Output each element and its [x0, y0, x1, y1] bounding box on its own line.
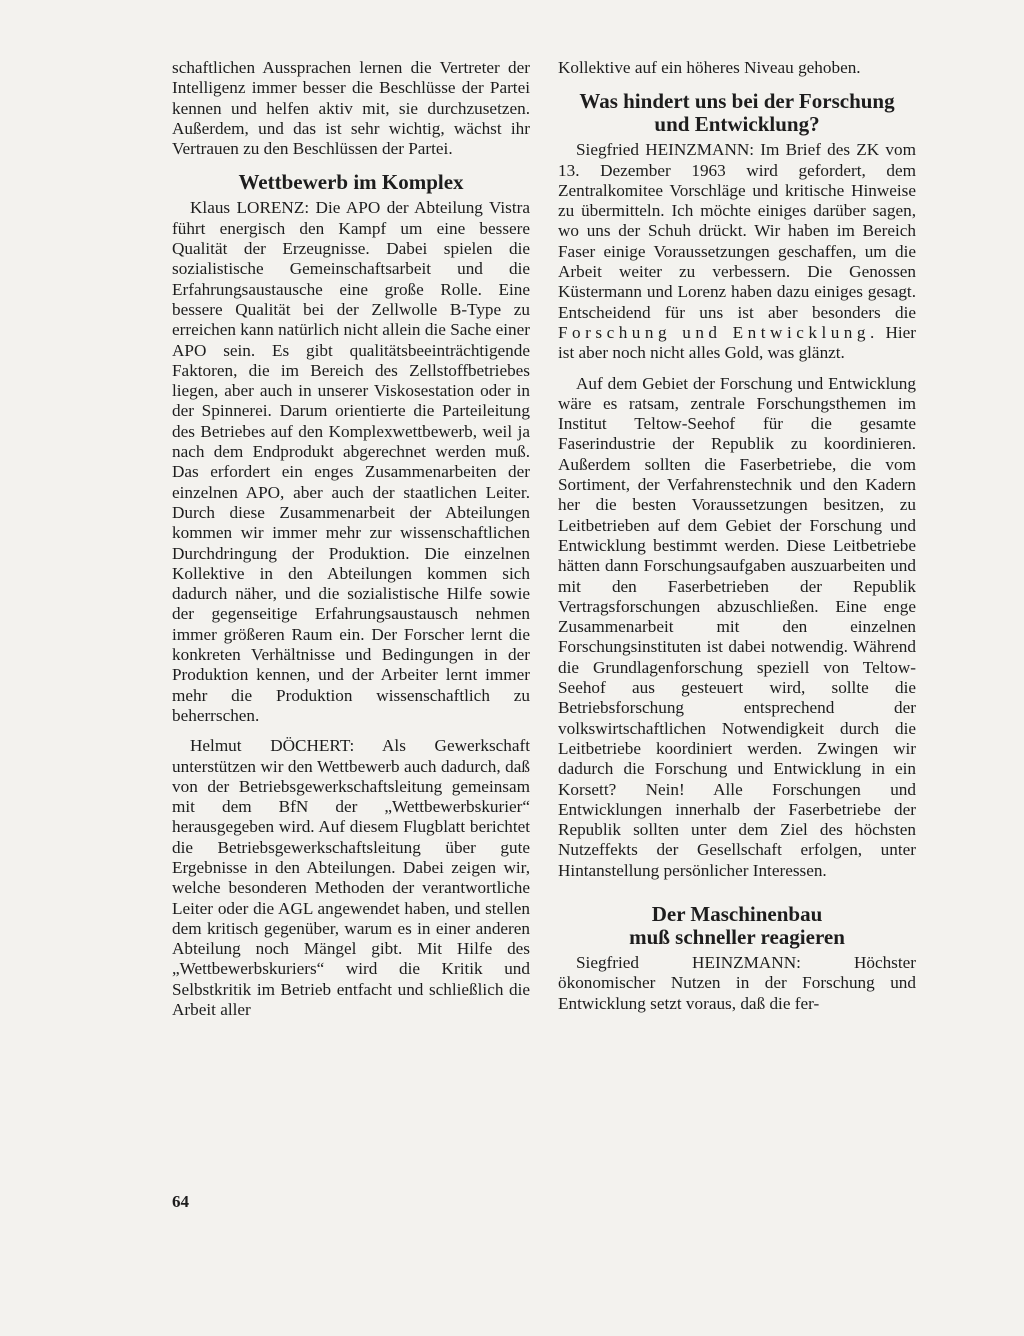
heinzmann-paragraph-1-end: Hier ist aber noch nicht alles Gold, was glänzt. — [558, 322, 916, 363]
heinzmann-paragraph-2: Siegfried HEINZMANN: Höchster ökonomischer Nutzen in der Forschung und Entwicklung setzt voraus, daß die fer- — [558, 952, 916, 1013]
forschung-paragraph-2: Auf dem Gebiet der Forschung und Entwicklung wäre es ratsam, zentrale Forschungsthemen im Institut Teltow-Seehof für die gesamte Faserindustrie der Republik zu koordinieren. Außerdem sollten die Faserbetriebe, die vom Sortiment, der Verfahrenstechnik und den Kadern her die besten Voraussetzungen besitzen, zu Leitbetrieben auf dem Gebiet der Forschung und Entwicklung bestimmt werden. Diese Leitbetriebe hätten dann Forschungsaufgaben auszuarbeiten und mit den Faserbetrieben der Republik Vertragsforschungen abzuschließen. Eine enge Zusammenarbeit mit den einzelnen Forschungsinstituten ist dabei notwendig. Während die Grundlagenforschung speziell von Teltow-Seehof aus gesteuert wird, sollte die Betriebsforschung entsprechend der volkswirtschaftlichen Notwendigkeit durch die Leitbetriebe koordiniert werden. Zwingen wir dadurch die Forschung und Entwicklung in ein Korsett? Nein! Alle Forschungen und Entwicklungen innerhalb der Faserbetriebe der Republik sollten unter dem Ziel des höchsten Nutzeffekts der Gesellschaft erfolgen, unter Hintanstellung persönlicher Interessen. — [558, 373, 916, 880]
left-intro-paragraph: schaftlichen Aussprachen lernen die Vertreter der Intelligenz immer besser die Beschlüsse der Partei kennen und helfen aktiv mit, sie durchzusetzen. Außerdem, und das ist sehr wichtig, wächst ihr Vertrauen zu den Beschlüssen der Partei. — [172, 58, 530, 159]
lorenz-paragraph: Klaus LORENZ: Die APO der Abteilung Vistra führt energisch den Kampf um eine bessere Qualität der Erzeugnisse. Dabei spielen die sozialistische Gemeinschaftsarbeit und die Erfahrungsaustausche eine große Rolle. Eine bessere Qualität bei der Zellwolle B-Type zu erreichen kann natürlich nicht allein die Sache einer APO sein. Es gibt qualitätsbeeinträchtigende Faktoren, die im Bereich des Zellstoffbetriebes liegen, aber auch in unserer Viskosestation oder in der Spinnerei. Darum orientierte die Parteileitung des Betriebes auf den Komplexwettbewerb, weil ja nach dem Endprodukt abgerechnet werden muß. Das erfordert ein enges Zusammenarbeiten der einzelnen APO, aber auch der staatlichen Leiter. Durch diese Zusammenarbeit der Abteilungen kommen wir immer mehr zur wissenschaftlichen Durchdringung der Produktion. Die einzelnen Kollektive in den Abteilungen kommen sich dadurch näher, und die sozialistische Hilfe sowie der gegenseitige Erfahrungsaustausch nehmen immer größeren Raum ein. Der Forscher lernt die konkreten Verhältnisse und Bedingungen in der Produktion kennen, und der Arbeiter lernt immer mehr die Produktion wissenschaftlich zu beherrschen. — [172, 198, 530, 725]
heading-maschinenbau-line-2: muß schneller reagieren — [629, 924, 845, 949]
heinzmann-paragraph-1-start: Siegfried HEINZMANN: Im Brief des ZK vom 13. Dezember 1963 wird gefordert, dem Zentralkomitee Vorschläge und kritische Hinweise zu übermitteln. Ich möchte einiges darüber sagen, wo uns der Schuh drückt. Wir haben im Bereich Faser einige Voraussetzungen geschaffen, um die Arbeit weiter zu verbessern. Die Genossen Küstermann und Lorenz haben dazu einiges gesagt. Entscheidend für uns ist aber besonders die — [558, 140, 916, 322]
heading-maschinenbau-line-1: Der Maschinenbau — [651, 901, 823, 926]
heading-forschung-line-1: Was hindert uns bei der Forschung — [579, 89, 895, 114]
heading-forschung-line-2: und Entwicklung? — [654, 112, 820, 137]
forschung-emphasis: Forschung und Entwicklung. — [558, 322, 879, 342]
section-heading-wettbewerb: Wettbewerb im Komplex — [238, 170, 464, 195]
right-column — [558, 58, 916, 1024]
right-intro-paragraph: Kollektive auf ein höheres Niveau gehoben. — [558, 58, 861, 77]
heinzmann-paragraph-1 — [558, 140, 916, 363]
left-column — [172, 58, 530, 1030]
section-heading-forschung — [558, 90, 916, 136]
section-heading-maschinenbau — [558, 903, 916, 949]
doechert-paragraph: Helmut DÖCHERT: Als Gewerkschaft unterstützen wir den Wettbewerb auch dadurch, daß von der Betriebsgewerkschaftsleitung gemeinsam mit dem BfN der „Wettbewerbskurier“ herausgegeben wird. Auf diesem Flugblatt berichtet die Betriebsgewerkschaftsleitung über gute Ergebnisse in den Abteilungen. Dabei zeigen wir, welche besonderen Methoden der verantwortliche Leiter oder die AGL angewendet haben, und stellen dem kritisch gegenüber, warum es in einer anderen Abteilung noch Mängel gibt. Mit Hilfe des „Wettbewerbskuriers“ wird die Kritik und Selbstkritik im Betrieb entfacht und schließlich die Arbeit aller — [172, 736, 530, 1020]
page-number: 64 — [172, 1192, 189, 1211]
